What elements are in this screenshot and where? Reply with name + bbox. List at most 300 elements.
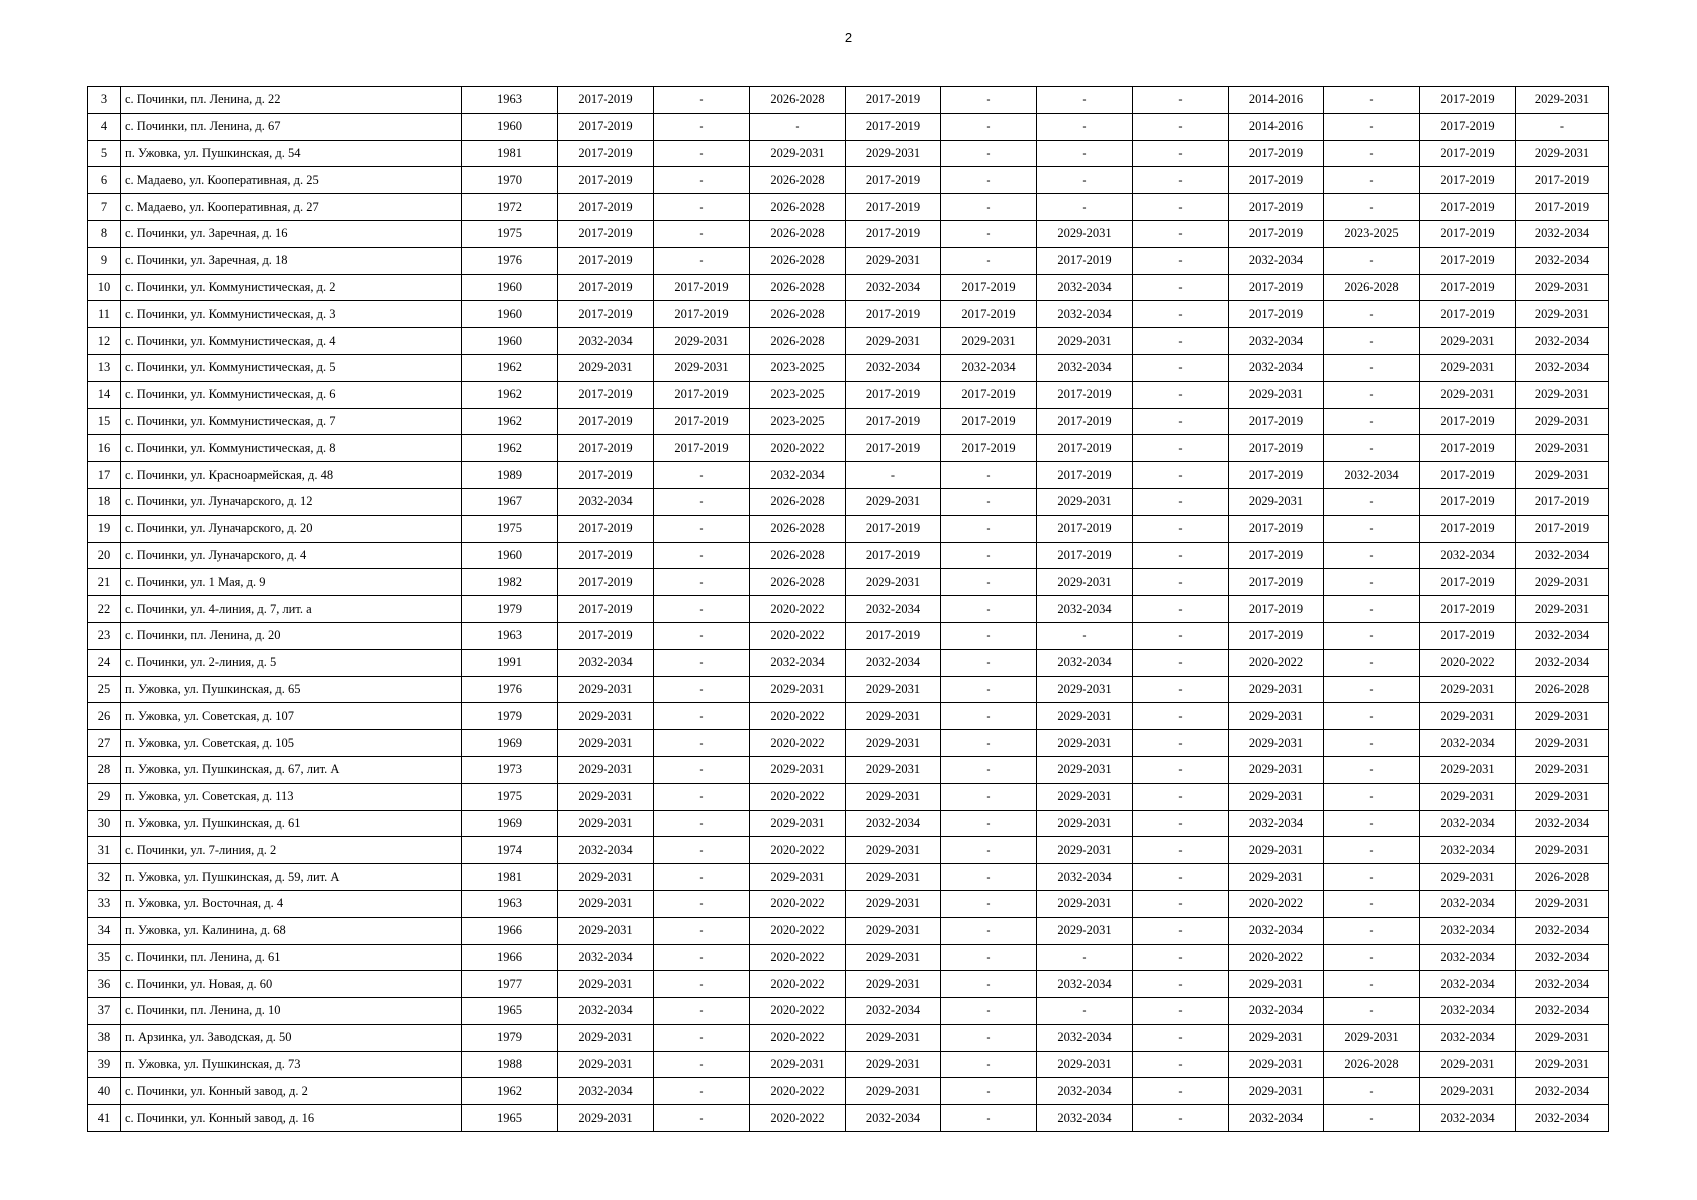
period-cell-4: 2029-2031 — [846, 247, 941, 274]
row-number-cell: 17 — [88, 462, 121, 489]
period-cell-11: 2032-2034 — [1516, 354, 1609, 381]
period-cell-7: - — [1133, 890, 1229, 917]
period-cell-11: 2029-2031 — [1516, 756, 1609, 783]
year-built-cell: 1975 — [462, 220, 558, 247]
address-cell: с. Починки, ул. Новая, д. 60 — [121, 971, 462, 998]
period-cell-9: 2026-2028 — [1324, 274, 1420, 301]
period-cell-7: - — [1133, 435, 1229, 462]
table-row — [88, 220, 1609, 247]
period-cell-5: - — [941, 730, 1037, 757]
year-built-cell: 1965 — [462, 1105, 558, 1132]
period-cell-9: - — [1324, 837, 1420, 864]
period-cell-6: - — [1037, 622, 1133, 649]
period-cell-8: 2017-2019 — [1229, 301, 1324, 328]
period-cell-6: 2032-2034 — [1037, 274, 1133, 301]
period-cell-9: 2032-2034 — [1324, 462, 1420, 489]
row-number-cell: 23 — [88, 622, 121, 649]
address-cell: с. Починки, ул. Луначарского, д. 20 — [121, 515, 462, 542]
year-built-cell: 1972 — [462, 194, 558, 221]
period-cell-6: 2029-2031 — [1037, 730, 1133, 757]
table-row — [88, 381, 1609, 408]
period-cell-5: - — [941, 1051, 1037, 1078]
period-cell-3: 2026-2028 — [750, 87, 846, 114]
period-cell-5: - — [941, 703, 1037, 730]
period-cell-11: 2029-2031 — [1516, 408, 1609, 435]
period-cell-8: 2029-2031 — [1229, 837, 1324, 864]
period-cell-5: - — [941, 220, 1037, 247]
period-cell-4: 2032-2034 — [846, 998, 941, 1025]
year-built-cell: 1963 — [462, 622, 558, 649]
period-cell-4: 2017-2019 — [846, 435, 941, 462]
row-number-cell: 32 — [88, 864, 121, 891]
row-number-cell: 29 — [88, 783, 121, 810]
year-built-cell: 1966 — [462, 917, 558, 944]
period-cell-5: - — [941, 247, 1037, 274]
period-cell-10: 2029-2031 — [1420, 756, 1516, 783]
period-cell-9: - — [1324, 542, 1420, 569]
period-cell-1: 2017-2019 — [558, 408, 654, 435]
year-built-cell: 1960 — [462, 301, 558, 328]
row-number-cell: 36 — [88, 971, 121, 998]
period-cell-3: 2029-2031 — [750, 676, 846, 703]
period-cell-2: - — [654, 810, 750, 837]
period-cell-1: 2029-2031 — [558, 917, 654, 944]
period-cell-1: 2029-2031 — [558, 703, 654, 730]
period-cell-2: - — [654, 247, 750, 274]
period-cell-7: - — [1133, 194, 1229, 221]
year-built-cell: 1976 — [462, 676, 558, 703]
period-cell-7: - — [1133, 676, 1229, 703]
year-built-cell: 1988 — [462, 1051, 558, 1078]
period-cell-10: 2032-2034 — [1420, 944, 1516, 971]
period-cell-4: 2029-2031 — [846, 864, 941, 891]
table-body — [88, 87, 1609, 1132]
year-built-cell: 1981 — [462, 864, 558, 891]
period-cell-7: - — [1133, 247, 1229, 274]
period-cell-6: 2032-2034 — [1037, 596, 1133, 623]
period-cell-5: - — [941, 596, 1037, 623]
row-number-cell: 13 — [88, 354, 121, 381]
period-cell-8: 2032-2034 — [1229, 810, 1324, 837]
year-built-cell: 1979 — [462, 596, 558, 623]
table-row — [88, 783, 1609, 810]
period-cell-2: - — [654, 649, 750, 676]
period-cell-6: 2017-2019 — [1037, 515, 1133, 542]
period-cell-11: 2032-2034 — [1516, 542, 1609, 569]
period-cell-1: 2032-2034 — [558, 328, 654, 355]
period-cell-7: - — [1133, 301, 1229, 328]
period-cell-2: 2017-2019 — [654, 381, 750, 408]
address-cell: с. Починки, ул. 4-линия, д. 7, лит. а — [121, 596, 462, 623]
period-cell-8: 2029-2031 — [1229, 1078, 1324, 1105]
period-cell-4: 2017-2019 — [846, 408, 941, 435]
period-cell-9: - — [1324, 140, 1420, 167]
period-cell-7: - — [1133, 703, 1229, 730]
row-number-cell: 21 — [88, 569, 121, 596]
period-cell-8: 2032-2034 — [1229, 354, 1324, 381]
period-cell-2: - — [654, 87, 750, 114]
year-built-cell: 1975 — [462, 515, 558, 542]
period-cell-6: 2029-2031 — [1037, 1051, 1133, 1078]
period-cell-3: 2020-2022 — [750, 1105, 846, 1132]
period-cell-7: - — [1133, 113, 1229, 140]
period-cell-5: - — [941, 810, 1037, 837]
period-cell-5: 2017-2019 — [941, 274, 1037, 301]
row-number-cell: 40 — [88, 1078, 121, 1105]
period-cell-10: 2017-2019 — [1420, 462, 1516, 489]
period-cell-2: - — [654, 167, 750, 194]
period-cell-6: 2029-2031 — [1037, 810, 1133, 837]
period-cell-2: - — [654, 542, 750, 569]
period-cell-4: 2029-2031 — [846, 837, 941, 864]
period-cell-9: - — [1324, 87, 1420, 114]
period-cell-7: - — [1133, 649, 1229, 676]
table-row — [88, 756, 1609, 783]
year-built-cell: 1970 — [462, 167, 558, 194]
period-cell-1: 2017-2019 — [558, 167, 654, 194]
period-cell-1: 2017-2019 — [558, 542, 654, 569]
period-cell-6: 2029-2031 — [1037, 569, 1133, 596]
period-cell-10: 2029-2031 — [1420, 354, 1516, 381]
period-cell-2: - — [654, 703, 750, 730]
address-cell: с. Починки, ул. Заречная, д. 16 — [121, 220, 462, 247]
period-cell-10: 2017-2019 — [1420, 167, 1516, 194]
table-row — [88, 596, 1609, 623]
period-cell-10: 2029-2031 — [1420, 703, 1516, 730]
period-cell-4: 2029-2031 — [846, 971, 941, 998]
period-cell-8: 2017-2019 — [1229, 569, 1324, 596]
period-cell-5: - — [941, 1078, 1037, 1105]
period-cell-7: - — [1133, 596, 1229, 623]
period-cell-7: - — [1133, 569, 1229, 596]
period-cell-4: 2029-2031 — [846, 1051, 941, 1078]
period-cell-7: - — [1133, 274, 1229, 301]
period-cell-1: 2032-2034 — [558, 488, 654, 515]
period-cell-4: 2017-2019 — [846, 622, 941, 649]
table-row — [88, 569, 1609, 596]
period-cell-10: 2032-2034 — [1420, 971, 1516, 998]
period-cell-4: 2029-2031 — [846, 944, 941, 971]
period-cell-10: 2017-2019 — [1420, 569, 1516, 596]
period-cell-10: 2017-2019 — [1420, 113, 1516, 140]
period-cell-2: 2017-2019 — [654, 435, 750, 462]
period-cell-10: 2017-2019 — [1420, 87, 1516, 114]
period-cell-3: 2023-2025 — [750, 381, 846, 408]
period-cell-11: 2029-2031 — [1516, 837, 1609, 864]
period-cell-1: 2017-2019 — [558, 462, 654, 489]
period-cell-10: 2017-2019 — [1420, 274, 1516, 301]
period-cell-6: - — [1037, 194, 1133, 221]
period-cell-7: - — [1133, 998, 1229, 1025]
page-number: 2 — [844, 30, 853, 45]
period-cell-5: - — [941, 542, 1037, 569]
period-cell-6: - — [1037, 140, 1133, 167]
period-cell-5: - — [941, 756, 1037, 783]
period-cell-1: 2029-2031 — [558, 783, 654, 810]
period-cell-11: 2032-2034 — [1516, 971, 1609, 998]
period-cell-11: 2032-2034 — [1516, 328, 1609, 355]
period-cell-3: 2020-2022 — [750, 890, 846, 917]
period-cell-6: 2017-2019 — [1037, 408, 1133, 435]
period-cell-3: 2020-2022 — [750, 730, 846, 757]
address-cell: с. Починки, ул. Конный завод, д. 2 — [121, 1078, 462, 1105]
period-cell-1: 2029-2031 — [558, 810, 654, 837]
period-cell-6: - — [1037, 998, 1133, 1025]
period-cell-10: 2032-2034 — [1420, 730, 1516, 757]
period-cell-3: 2032-2034 — [750, 649, 846, 676]
period-cell-6: 2017-2019 — [1037, 542, 1133, 569]
year-built-cell: 1975 — [462, 783, 558, 810]
row-number-cell: 22 — [88, 596, 121, 623]
year-built-cell: 1963 — [462, 87, 558, 114]
period-cell-1: 2017-2019 — [558, 140, 654, 167]
period-cell-2: - — [654, 488, 750, 515]
address-cell: с. Починки, ул. 1 Мая, д. 9 — [121, 569, 462, 596]
period-cell-5: - — [941, 917, 1037, 944]
period-cell-10: 2017-2019 — [1420, 596, 1516, 623]
period-cell-5: - — [941, 890, 1037, 917]
period-cell-9: - — [1324, 1078, 1420, 1105]
period-cell-4: 2029-2031 — [846, 730, 941, 757]
period-cell-3: 2026-2028 — [750, 247, 846, 274]
period-cell-2: - — [654, 1051, 750, 1078]
row-number-cell: 3 — [88, 87, 121, 114]
table-row — [88, 488, 1609, 515]
period-cell-10: 2017-2019 — [1420, 488, 1516, 515]
period-cell-3: - — [750, 113, 846, 140]
table-row — [88, 622, 1609, 649]
table-row — [88, 998, 1609, 1025]
period-cell-6: 2032-2034 — [1037, 1024, 1133, 1051]
period-cell-4: 2017-2019 — [846, 194, 941, 221]
table-row — [88, 649, 1609, 676]
period-cell-6: - — [1037, 87, 1133, 114]
table-row — [88, 542, 1609, 569]
period-cell-6: 2029-2031 — [1037, 676, 1133, 703]
year-built-cell: 1969 — [462, 810, 558, 837]
address-cell: п. Ужовка, ул. Калинина, д. 68 — [121, 917, 462, 944]
row-number-cell: 12 — [88, 328, 121, 355]
period-cell-1: 2029-2031 — [558, 1051, 654, 1078]
address-cell: с. Починки, ул. 7-линия, д. 2 — [121, 837, 462, 864]
period-cell-8: 2020-2022 — [1229, 944, 1324, 971]
period-cell-1: 2032-2034 — [558, 1078, 654, 1105]
period-cell-3: 2026-2028 — [750, 167, 846, 194]
table-row — [88, 971, 1609, 998]
period-cell-3: 2029-2031 — [750, 756, 846, 783]
address-cell: с. Починки, ул. Коммунистическая, д. 5 — [121, 354, 462, 381]
table-row — [88, 113, 1609, 140]
period-cell-4: 2017-2019 — [846, 301, 941, 328]
period-cell-2: 2029-2031 — [654, 354, 750, 381]
table-row — [88, 890, 1609, 917]
row-number-cell: 27 — [88, 730, 121, 757]
period-cell-9: - — [1324, 194, 1420, 221]
table-row — [88, 730, 1609, 757]
row-number-cell: 20 — [88, 542, 121, 569]
period-cell-7: - — [1133, 810, 1229, 837]
table-row — [88, 140, 1609, 167]
period-cell-6: - — [1037, 167, 1133, 194]
period-cell-1: 2032-2034 — [558, 837, 654, 864]
period-cell-3: 2026-2028 — [750, 488, 846, 515]
period-cell-6: 2029-2031 — [1037, 756, 1133, 783]
period-cell-4: - — [846, 462, 941, 489]
period-cell-3: 2020-2022 — [750, 944, 846, 971]
period-cell-10: 2029-2031 — [1420, 1078, 1516, 1105]
period-cell-2: - — [654, 1024, 750, 1051]
row-number-cell: 11 — [88, 301, 121, 328]
period-cell-2: - — [654, 622, 750, 649]
repair-schedule-table — [87, 86, 1609, 1132]
period-cell-1: 2017-2019 — [558, 622, 654, 649]
period-cell-8: 2032-2034 — [1229, 998, 1324, 1025]
period-cell-7: - — [1133, 381, 1229, 408]
period-cell-5: - — [941, 998, 1037, 1025]
address-cell: п. Ужовка, ул. Пушкинская, д. 65 — [121, 676, 462, 703]
period-cell-2: - — [654, 971, 750, 998]
period-cell-10: 2032-2034 — [1420, 998, 1516, 1025]
address-cell: с. Починки, ул. Конный завод, д. 16 — [121, 1105, 462, 1132]
period-cell-5: - — [941, 783, 1037, 810]
period-cell-6: 2032-2034 — [1037, 971, 1133, 998]
period-cell-11: 2029-2031 — [1516, 301, 1609, 328]
period-cell-9: - — [1324, 247, 1420, 274]
period-cell-2: - — [654, 596, 750, 623]
period-cell-5: - — [941, 864, 1037, 891]
period-cell-8: 2014-2016 — [1229, 113, 1324, 140]
period-cell-11: 2017-2019 — [1516, 194, 1609, 221]
row-number-cell: 37 — [88, 998, 121, 1025]
table-row — [88, 864, 1609, 891]
period-cell-10: 2017-2019 — [1420, 140, 1516, 167]
period-cell-5: 2017-2019 — [941, 408, 1037, 435]
period-cell-11: 2029-2031 — [1516, 87, 1609, 114]
period-cell-2: 2017-2019 — [654, 274, 750, 301]
period-cell-5: - — [941, 837, 1037, 864]
period-cell-3: 2026-2028 — [750, 274, 846, 301]
year-built-cell: 1976 — [462, 247, 558, 274]
row-number-cell: 15 — [88, 408, 121, 435]
row-number-cell: 35 — [88, 944, 121, 971]
address-cell: п. Ужовка, ул. Пушкинская, д. 67, лит. А — [121, 756, 462, 783]
address-cell: п. Ужовка, ул. Советская, д. 107 — [121, 703, 462, 730]
period-cell-7: - — [1133, 1051, 1229, 1078]
year-built-cell: 1962 — [462, 381, 558, 408]
address-cell: п. Ужовка, ул. Пушкинская, д. 54 — [121, 140, 462, 167]
period-cell-2: - — [654, 998, 750, 1025]
period-cell-5: - — [941, 622, 1037, 649]
table-row — [88, 167, 1609, 194]
period-cell-3: 2020-2022 — [750, 622, 846, 649]
period-cell-11: 2029-2031 — [1516, 274, 1609, 301]
year-built-cell: 1962 — [462, 408, 558, 435]
period-cell-9: - — [1324, 515, 1420, 542]
period-cell-3: 2032-2034 — [750, 462, 846, 489]
period-cell-3: 2023-2025 — [750, 354, 846, 381]
period-cell-7: - — [1133, 622, 1229, 649]
period-cell-9: - — [1324, 810, 1420, 837]
period-cell-2: - — [654, 220, 750, 247]
table-row — [88, 837, 1609, 864]
table-row — [88, 87, 1609, 114]
address-cell: с. Починки, ул. Коммунистическая, д. 7 — [121, 408, 462, 435]
period-cell-9: - — [1324, 676, 1420, 703]
period-cell-6: 2032-2034 — [1037, 1078, 1133, 1105]
period-cell-6: 2032-2034 — [1037, 649, 1133, 676]
period-cell-1: 2017-2019 — [558, 569, 654, 596]
period-cell-10: 2017-2019 — [1420, 247, 1516, 274]
period-cell-8: 2017-2019 — [1229, 274, 1324, 301]
table-row — [88, 408, 1609, 435]
period-cell-9: - — [1324, 622, 1420, 649]
period-cell-3: 2020-2022 — [750, 596, 846, 623]
row-number-cell: 4 — [88, 113, 121, 140]
table-row — [88, 1078, 1609, 1105]
period-cell-1: 2029-2031 — [558, 676, 654, 703]
year-built-cell: 1969 — [462, 730, 558, 757]
period-cell-6: 2029-2031 — [1037, 783, 1133, 810]
period-cell-5: 2017-2019 — [941, 435, 1037, 462]
address-cell: п. Ужовка, ул. Пушкинская, д. 73 — [121, 1051, 462, 1078]
period-cell-2: - — [654, 676, 750, 703]
period-cell-10: 2032-2034 — [1420, 1024, 1516, 1051]
period-cell-7: - — [1133, 515, 1229, 542]
period-cell-2: - — [654, 837, 750, 864]
period-cell-9: - — [1324, 569, 1420, 596]
period-cell-8: 2029-2031 — [1229, 381, 1324, 408]
period-cell-10: 2017-2019 — [1420, 515, 1516, 542]
row-number-cell: 14 — [88, 381, 121, 408]
table-row — [88, 1024, 1609, 1051]
period-cell-5: - — [941, 971, 1037, 998]
period-cell-1: 2017-2019 — [558, 381, 654, 408]
period-cell-6: 2029-2031 — [1037, 488, 1133, 515]
period-cell-8: 2029-2031 — [1229, 864, 1324, 891]
period-cell-8: 2029-2031 — [1229, 730, 1324, 757]
address-cell: с. Починки, ул. Луначарского, д. 12 — [121, 488, 462, 515]
period-cell-1: 2029-2031 — [558, 971, 654, 998]
period-cell-11: 2029-2031 — [1516, 730, 1609, 757]
row-number-cell: 28 — [88, 756, 121, 783]
period-cell-4: 2029-2031 — [846, 569, 941, 596]
period-cell-9: - — [1324, 703, 1420, 730]
period-cell-9: - — [1324, 354, 1420, 381]
year-built-cell: 1965 — [462, 998, 558, 1025]
period-cell-11: 2029-2031 — [1516, 569, 1609, 596]
period-cell-1: 2017-2019 — [558, 113, 654, 140]
period-cell-9: 2026-2028 — [1324, 1051, 1420, 1078]
row-number-cell: 16 — [88, 435, 121, 462]
period-cell-11: 2032-2034 — [1516, 810, 1609, 837]
address-cell: с. Починки, ул. Коммунистическая, д. 2 — [121, 274, 462, 301]
period-cell-1: 2032-2034 — [558, 998, 654, 1025]
table-row — [88, 1105, 1609, 1132]
period-cell-8: 2014-2016 — [1229, 87, 1324, 114]
year-built-cell: 1960 — [462, 113, 558, 140]
period-cell-9: - — [1324, 783, 1420, 810]
row-number-cell: 25 — [88, 676, 121, 703]
period-cell-2: 2017-2019 — [654, 408, 750, 435]
period-cell-6: 2029-2031 — [1037, 220, 1133, 247]
row-number-cell: 34 — [88, 917, 121, 944]
period-cell-5: - — [941, 488, 1037, 515]
period-cell-4: 2017-2019 — [846, 381, 941, 408]
row-number-cell: 31 — [88, 837, 121, 864]
period-cell-10: 2032-2034 — [1420, 917, 1516, 944]
period-cell-11: 2029-2031 — [1516, 435, 1609, 462]
period-cell-7: - — [1133, 408, 1229, 435]
